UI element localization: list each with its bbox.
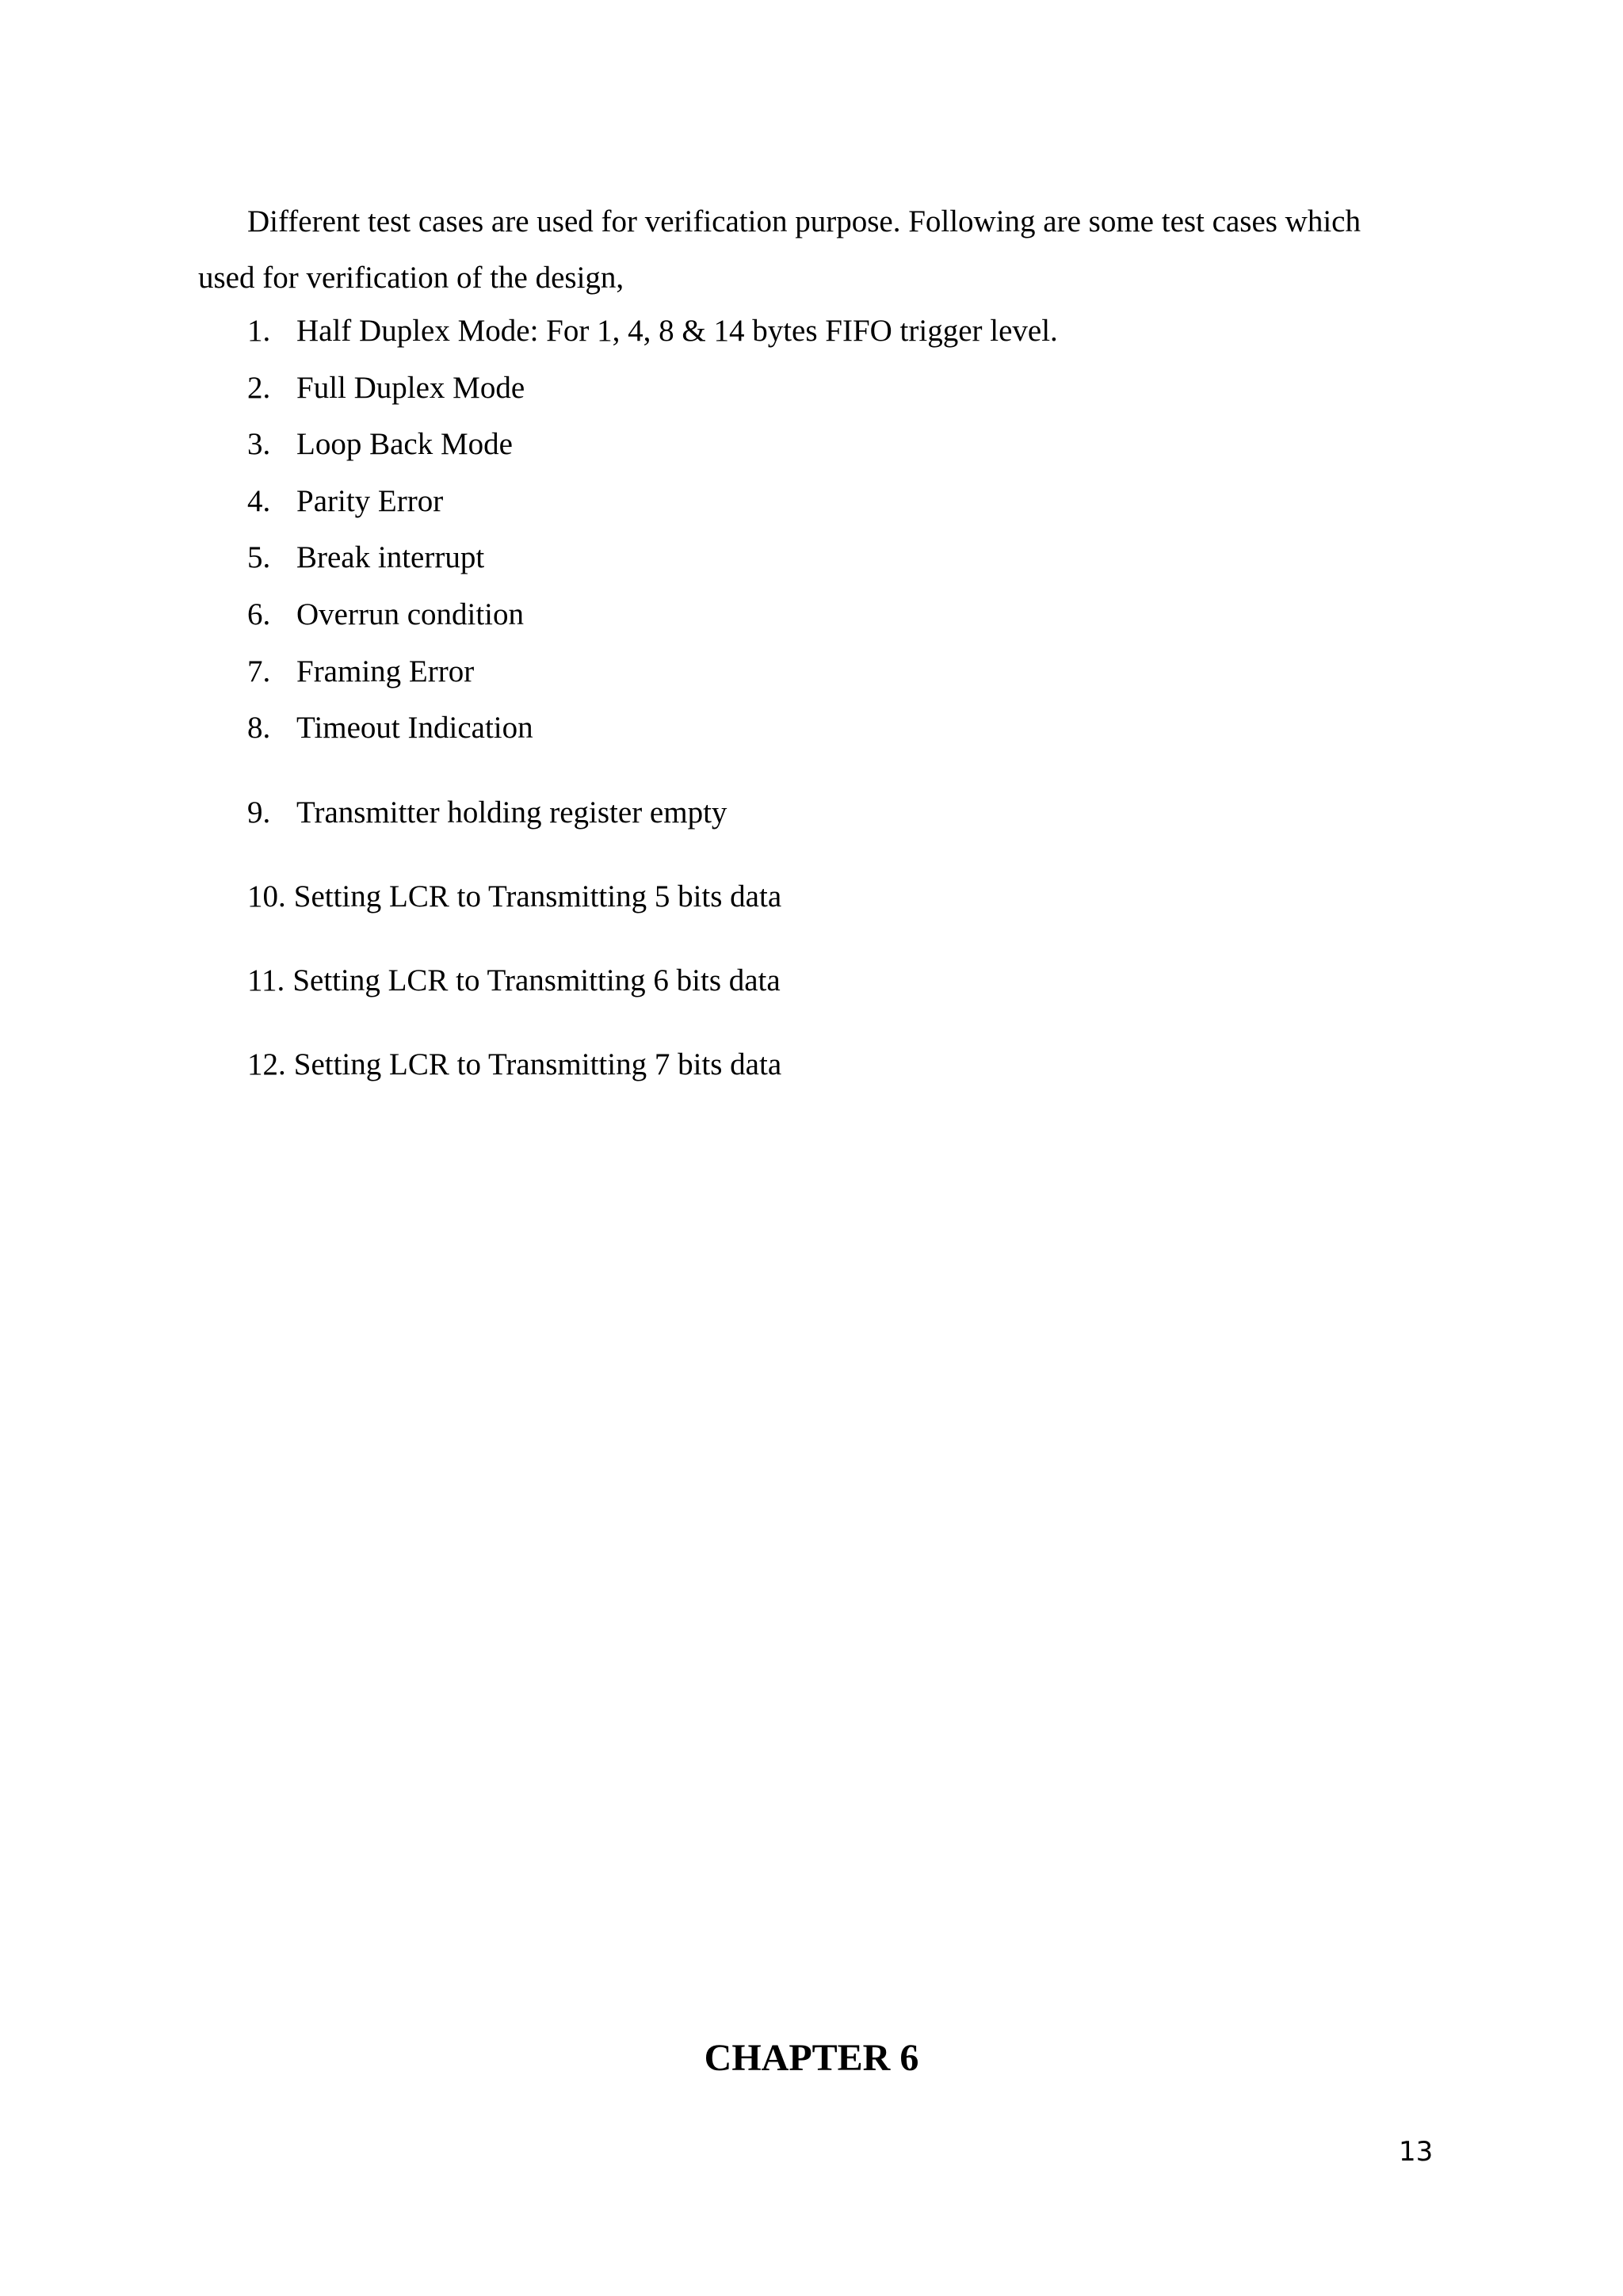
list-item-text: Framing Error	[296, 654, 475, 688]
list-item-text: Setting LCR to Transmitting 7 bits data	[293, 1047, 782, 1081]
list-item	[247, 1045, 781, 1085]
list-item-number: 3.	[247, 427, 271, 461]
chapter-heading: CHAPTER 6	[704, 2037, 919, 2079]
intro-paragraph	[198, 193, 1434, 306]
list-item-number: 8.	[247, 711, 271, 745]
list-item	[247, 425, 513, 464]
list-item-text: Setting LCR to Transmitting 6 bits data	[292, 963, 781, 997]
list-item	[247, 793, 727, 833]
list-item-number: 9.	[247, 795, 271, 830]
list-item	[247, 877, 781, 917]
list-item-number: 10.	[247, 879, 286, 913]
list-item-text: Half Duplex Mode: For 1, 4, 8 & 14 bytes FIFO trigger level.	[296, 314, 1058, 348]
list-item-number: 2.	[247, 371, 271, 405]
list-item-text: Timeout Indication	[296, 711, 533, 745]
list-item-number: 6.	[247, 597, 271, 631]
list-item	[247, 311, 1058, 351]
list-item-text: Setting LCR to Transmitting 5 bits data	[293, 879, 782, 913]
list-item	[247, 595, 524, 635]
intro-paragraph-line-1: Different test cases are used for verification purpose. Following are some test cases which	[247, 204, 1361, 238]
list-item-number: 1.	[247, 314, 271, 348]
list-item-text: Overrun condition	[296, 597, 525, 631]
list-item-number: 5.	[247, 540, 271, 574]
list-item	[247, 708, 533, 748]
page-number: 13	[1399, 2136, 1434, 2168]
list-item-number: 11.	[247, 963, 285, 997]
list-item	[247, 482, 443, 521]
list-item-text: Loop Back Mode	[296, 427, 513, 461]
list-item-text: Full Duplex Mode	[296, 371, 525, 405]
list-item	[247, 961, 781, 1001]
intro-paragraph-line-2: used for verification of the design,	[198, 261, 624, 295]
list-item	[247, 652, 474, 692]
list-item-text: Break interrupt	[296, 540, 485, 574]
list-item-text: Transmitter holding register empty	[296, 795, 727, 830]
list-item-number: 7.	[247, 654, 271, 688]
list-item-number: 12.	[247, 1047, 286, 1081]
list-item	[247, 538, 484, 578]
list-item	[247, 368, 525, 408]
list-item-text: Parity Error	[296, 484, 444, 518]
list-item-number: 4.	[247, 484, 271, 518]
